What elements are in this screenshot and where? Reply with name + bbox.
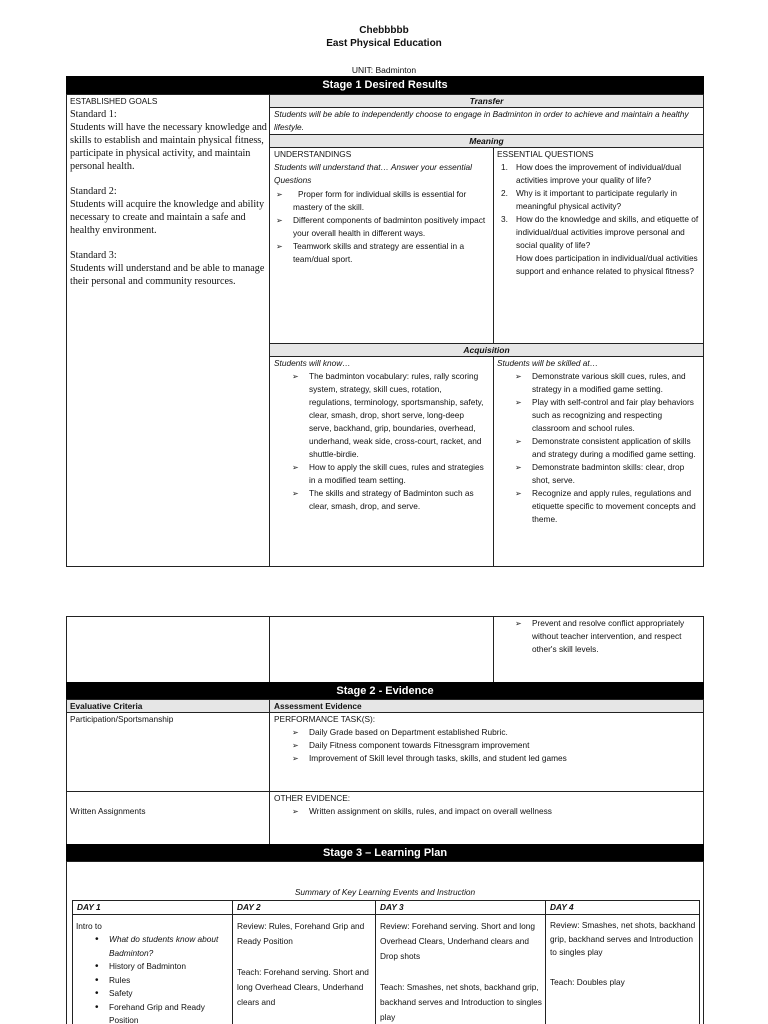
performance-tasks-list (274, 726, 700, 765)
know-item: ➢ The badminton vocabulary: rules, rally scoring system, strategy, skill cues, rotation, regulations, terminology, sportsmanship, safety, clear, smash, drop, short serve, long-deep serve, backhand, grip, boundaries, overhead, underhand, weak side, cross-court, racket, and shuttle-birdie. (290, 370, 484, 461)
performance-task-item: ➢ Daily Grade based on Department established Rubric. (290, 726, 700, 739)
other-evidence-list (274, 805, 700, 818)
transfer-text: Students will be able to independently choose to engage in Badminton in order to achieve and maintain a healthy lifestyle. (274, 109, 689, 132)
standard-3-text: Students will understand and be able to manage their personal and community resources. (70, 263, 265, 287)
continued-know-cell (269, 616, 494, 683)
know-intro: Students will know… (274, 358, 351, 368)
skilled-item: ➢ Play with self-control and fair play behaviors such as recognizing and respecting classroom and school rules. (513, 396, 701, 435)
day1-item: • What do students know about Badminton? (90, 933, 230, 960)
day1-item: • Safety (90, 987, 230, 1001)
day4-content (550, 919, 697, 989)
day2-review: Review: Rules, Forehand Grip and Ready Position (237, 921, 365, 946)
day3-label: DAY 3 (380, 902, 404, 912)
performance-tasks-heading: PERFORMANCE TASK(S): (274, 714, 376, 724)
understanding-item: ➢ Different components of badminton positively impact your overall health in different ways. (274, 214, 490, 240)
skilled-block (497, 357, 701, 526)
day1-label: DAY 1 (77, 902, 101, 912)
criteria-participation: Participation/Sportsmanship (70, 714, 174, 724)
day1-intro: Intro to (76, 921, 102, 931)
day3-teach: Teach: Smashes, net shots, backhand grip, backhand serves and Introduction to singles play (380, 982, 542, 1022)
understandings-intro: Students will understand that… Answer your essential Questions (274, 162, 472, 185)
day3-content (380, 919, 542, 1024)
standard-3-label: Standard 3: (70, 250, 117, 261)
day1-content (76, 919, 230, 1024)
eq-extra: How does participation in individual/dual activities support and enhance related to physical fitness? (516, 253, 698, 276)
day-header-divider (72, 914, 700, 915)
criteria-row-2-cell (66, 791, 270, 845)
other-evidence-item: ➢ Written assignment on skills, rules, and impact on overall wellness (290, 805, 700, 818)
continued-goals-cell (66, 616, 270, 683)
essential-questions-block (497, 148, 701, 278)
understandings-heading: UNDERSTANDINGS (274, 149, 352, 159)
performance-tasks-block (274, 713, 700, 765)
evaluative-criteria-heading: Evaluative Criteria (70, 701, 143, 711)
day1-item: • Rules (90, 974, 230, 988)
criteria-written: Written Assignments (70, 806, 146, 816)
skilled-continued-list (497, 617, 701, 656)
learning-summary: Summary of Key Learning Events and Instruction (294, 887, 476, 897)
day2-teach: Teach: Forehand serving. Short and long Overhead Clears, Underhand clears and (237, 967, 369, 1007)
eq-item: 2. Why is it important to participate regularly in meaningful physical activity? (501, 188, 677, 211)
eq-list (497, 161, 701, 252)
skilled-item: ➢ Recognize and apply rules, regulations and etiquette specific to movement concepts and theme. (513, 487, 701, 526)
standard-1-text: Students will have the necessary knowledge and skills to establish and maintain physical fitness, participate in physical activity, and maintain personal health. (70, 122, 267, 172)
standard-2-text: Students will acquire the knowledge and ability necessary to create and maintain a safe and healthy environment. (70, 199, 265, 236)
know-item: ➢ The skills and strategy of Badminton such as clear, smash, drop, and serve. (290, 487, 484, 513)
other-evidence-heading: OTHER EVIDENCE: (274, 793, 351, 803)
document-school: East Physical Education (326, 38, 442, 49)
standard-2-label: Standard 2: (70, 186, 117, 197)
skilled-list (497, 370, 701, 526)
day1-item: • Forehand Grip and Ready Position (90, 1001, 230, 1024)
stage1-title: Stage 1 Desired Results (66, 76, 704, 94)
know-item: ➢ How to apply the skill cues, rules and strategies in a modified team setting. (290, 461, 484, 487)
day1-list (76, 933, 230, 1024)
performance-task-item: ➢ Improvement of Skill level through tasks, skills, and student led games (290, 752, 700, 765)
stage3-title: Stage 3 – Learning Plan (66, 844, 704, 862)
standards-list (70, 108, 268, 288)
skilled-item: ➢ Prevent and resolve conflict appropriately without teacher intervention, and respect other's skill levels. (513, 617, 701, 656)
document-author: Chebbbbb (359, 25, 409, 36)
eq-item: 3. How do the knowledge and skills, and etiquette of individual/dual activities improve personal and social quality of life? (501, 214, 699, 250)
day2-content (237, 919, 373, 1010)
transfer-label: Transfer (269, 94, 704, 108)
eq-item: 1. How does the improvement of individual/dual activities improve your quality of life? (501, 162, 682, 185)
other-evidence-block (274, 792, 700, 818)
day3-review: Review: Forehand serving. Short and long Overhead Clears, Underhand clears and Drop shots (380, 921, 535, 961)
eq-heading: ESSENTIAL QUESTIONS (497, 149, 594, 159)
understanding-item: ➢ Teamwork skills and strategy are essential in a team/dual sport. (274, 240, 490, 266)
stage2-title: Stage 2 - Evidence (66, 682, 704, 700)
assessment-evidence-heading: Assessment Evidence (274, 701, 362, 711)
unit-title: UNIT: Badminton (351, 65, 417, 75)
day4-label: DAY 4 (550, 902, 574, 912)
goals-heading: ESTABLISHED GOALS (70, 96, 158, 106)
meaning-label: Meaning (269, 134, 704, 148)
day4-teach: Teach: Doubles play (550, 976, 625, 987)
skilled-intro: Students will be skilled at… (497, 358, 598, 368)
acquisition-label: Acquisition (269, 343, 704, 357)
understandings-block (274, 148, 490, 266)
day4-review: Review: Smashes, net shots, backhand grip, backhand serves and Introduction to singles play (550, 920, 696, 957)
day1-item: • History of Badminton (90, 960, 230, 974)
performance-task-item: ➢ Daily Fitness component towards Fitnessgram improvement (290, 739, 700, 752)
understanding-item: ➢ Proper form for individual skills is essential for mastery of the skill. (274, 188, 490, 214)
know-list (274, 370, 484, 513)
skilled-item: ➢ Demonstrate various skill cues, rules, and strategy in a modified game setting. (513, 370, 701, 396)
understandings-list (274, 188, 490, 266)
skilled-item: ➢ Demonstrate consistent application of skills and strategy during a modified game setting. (513, 435, 701, 461)
day2-label: DAY 2 (237, 902, 261, 912)
standard-1-label: Standard 1: (70, 109, 117, 120)
skilled-item: ➢ Demonstrate badminton skills: clear, drop shot, serve. (513, 461, 701, 487)
know-block (274, 357, 484, 513)
